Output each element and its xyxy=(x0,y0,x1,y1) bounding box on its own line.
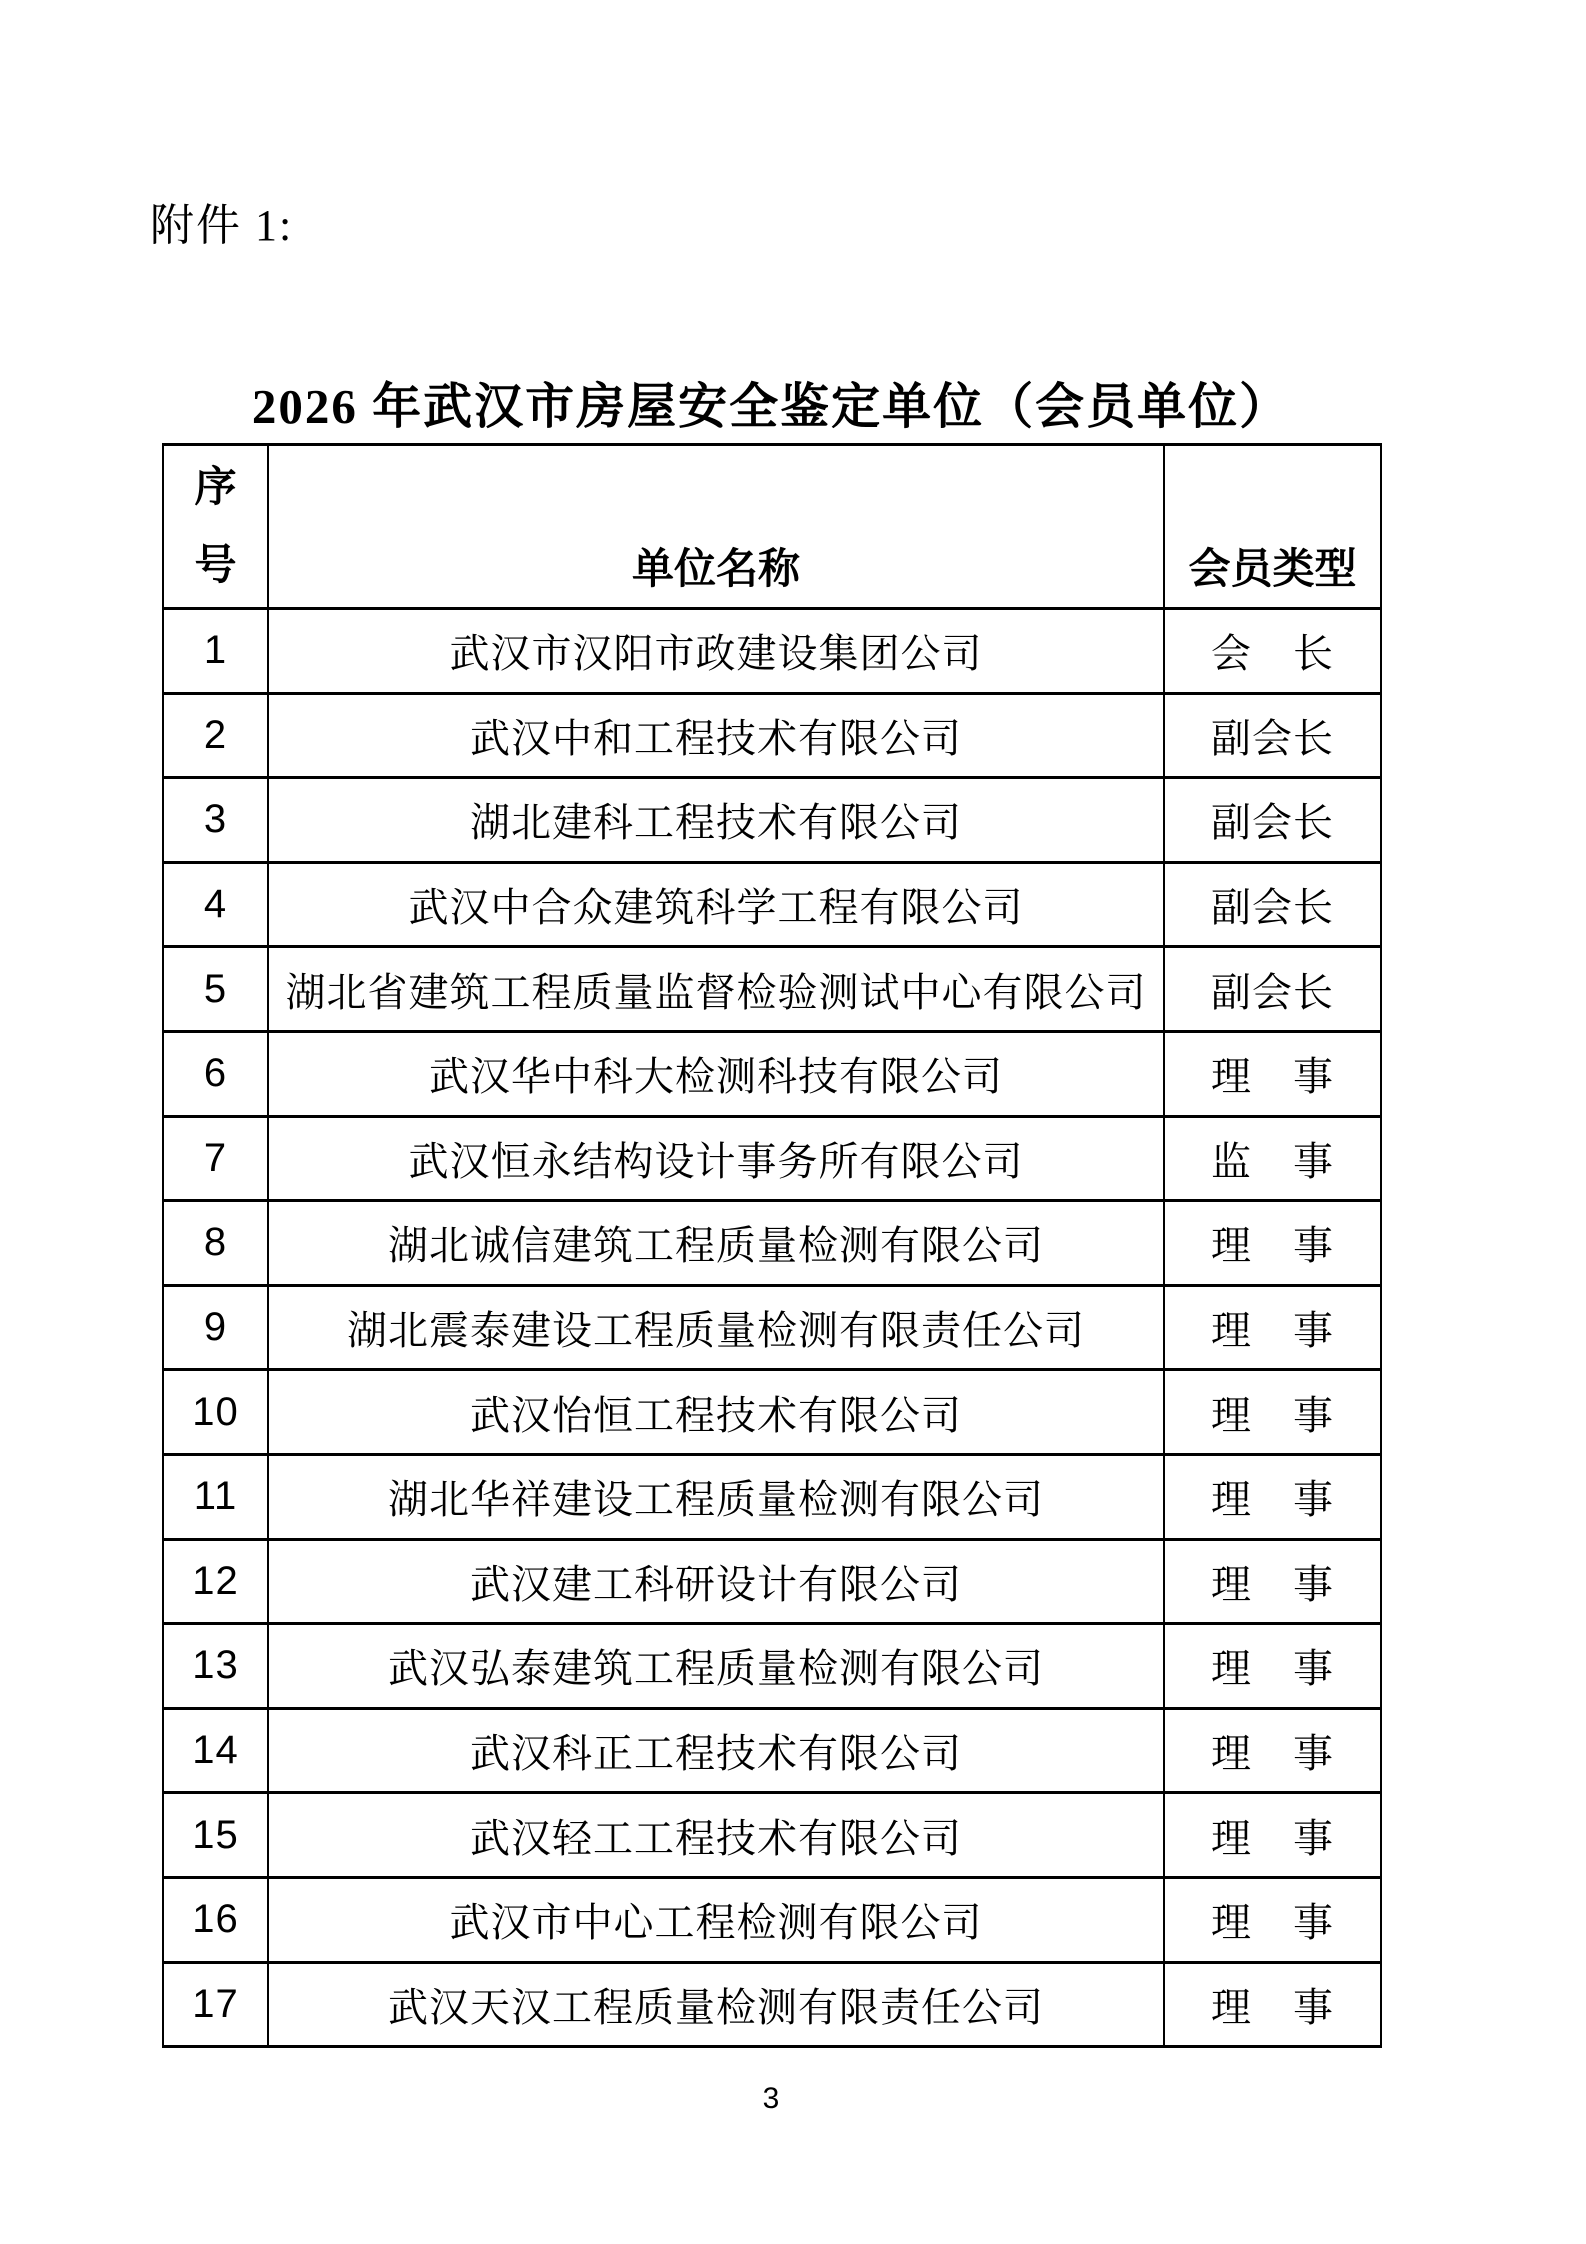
row-company-name: 武汉弘泰建筑工程质量检测有限公司 xyxy=(268,1624,1164,1709)
row-company-name: 武汉中和工程技术有限公司 xyxy=(268,693,1164,778)
header-row xyxy=(163,445,1381,609)
row-index: 15 xyxy=(163,1793,268,1878)
header-index xyxy=(163,445,268,609)
header-member-type: 会员类型 xyxy=(1164,445,1381,609)
row-member-type: 理 事 xyxy=(1164,1877,1381,1962)
row-index: 6 xyxy=(163,1031,268,1116)
table-row xyxy=(163,1708,1381,1793)
row-member-type: 副会长 xyxy=(1164,693,1381,778)
header-unit-name: 单位名称 xyxy=(268,445,1164,609)
row-index: 1 xyxy=(163,609,268,694)
row-company-name: 武汉市中心工程检测有限公司 xyxy=(268,1877,1164,1962)
table-row xyxy=(163,1877,1381,1962)
row-member-type: 理 事 xyxy=(1164,1962,1381,2047)
row-company-name: 武汉天汉工程质量检测有限责任公司 xyxy=(268,1962,1164,2047)
row-company-name: 武汉科正工程技术有限公司 xyxy=(268,1708,1164,1793)
table-row xyxy=(163,1116,1381,1201)
table-row xyxy=(163,1962,1381,2047)
table-row xyxy=(163,1793,1381,1878)
row-index: 5 xyxy=(163,947,268,1032)
row-member-type: 理 事 xyxy=(1164,1539,1381,1624)
header-index-line2: 号 xyxy=(194,542,237,589)
row-company-name: 武汉轻工工程技术有限公司 xyxy=(268,1793,1164,1878)
row-index: 3 xyxy=(163,778,268,863)
row-index: 13 xyxy=(163,1624,268,1709)
row-member-type: 理 事 xyxy=(1164,1370,1381,1455)
row-member-type: 理 事 xyxy=(1164,1793,1381,1878)
row-company-name: 湖北建科工程技术有限公司 xyxy=(268,778,1164,863)
table-row xyxy=(163,1201,1381,1286)
page-title: 2026 年武汉市房屋安全鉴定单位（会员单位） xyxy=(251,379,1291,434)
row-company-name: 湖北省建筑工程质量监督检验测试中心有限公司 xyxy=(268,947,1164,1032)
row-company-name: 湖北震泰建设工程质量检测有限责任公司 xyxy=(268,1285,1164,1370)
row-index: 2 xyxy=(163,693,268,778)
row-member-type: 理 事 xyxy=(1164,1031,1381,1116)
row-index: 8 xyxy=(163,1201,268,1286)
table-row xyxy=(163,693,1381,778)
row-index: 12 xyxy=(163,1539,268,1624)
row-index: 16 xyxy=(163,1877,268,1962)
row-index: 7 xyxy=(163,1116,268,1201)
row-member-type: 副会长 xyxy=(1164,778,1381,863)
row-company-name: 武汉中合众建筑科学工程有限公司 xyxy=(268,862,1164,947)
row-member-type: 理 事 xyxy=(1164,1201,1381,1286)
row-company-name: 湖北诚信建筑工程质量检测有限公司 xyxy=(268,1201,1164,1286)
table-row xyxy=(163,1031,1381,1116)
row-member-type: 副会长 xyxy=(1164,862,1381,947)
member-units-table xyxy=(162,443,1382,2048)
row-member-type: 监 事 xyxy=(1164,1116,1381,1201)
table-row xyxy=(163,609,1381,694)
row-company-name: 武汉市汉阳市政建设集团公司 xyxy=(268,609,1164,694)
table-row xyxy=(163,1539,1381,1624)
row-company-name: 武汉恒永结构设计事务所有限公司 xyxy=(268,1116,1164,1201)
row-member-type: 副会长 xyxy=(1164,947,1381,1032)
table-row xyxy=(163,862,1381,947)
row-member-type: 会 长 xyxy=(1164,609,1381,694)
table-row xyxy=(163,947,1381,1032)
row-index: 10 xyxy=(163,1370,268,1455)
row-member-type: 理 事 xyxy=(1164,1454,1381,1539)
table-row xyxy=(163,1454,1381,1539)
page-number: 3 xyxy=(762,2082,780,2115)
row-company-name: 武汉建工科研设计有限公司 xyxy=(268,1539,1164,1624)
table-row xyxy=(163,1370,1381,1455)
row-index: 14 xyxy=(163,1708,268,1793)
row-index: 17 xyxy=(163,1962,268,2047)
row-index: 4 xyxy=(163,862,268,947)
row-company-name: 武汉华中科大检测科技有限公司 xyxy=(268,1031,1164,1116)
table-header xyxy=(163,445,1381,609)
row-index: 9 xyxy=(163,1285,268,1370)
header-index-line1: 序 xyxy=(194,464,237,511)
attachment-label: 附件 1: xyxy=(150,201,294,250)
table-row xyxy=(163,1624,1381,1709)
row-index: 11 xyxy=(163,1454,268,1539)
table-row xyxy=(163,778,1381,863)
row-member-type: 理 事 xyxy=(1164,1624,1381,1709)
row-company-name: 湖北华祥建设工程质量检测有限公司 xyxy=(268,1454,1164,1539)
table-body xyxy=(163,609,1381,2047)
row-member-type: 理 事 xyxy=(1164,1708,1381,1793)
row-member-type: 理 事 xyxy=(1164,1285,1381,1370)
table-row xyxy=(163,1285,1381,1370)
row-company-name: 武汉怡恒工程技术有限公司 xyxy=(268,1370,1164,1455)
